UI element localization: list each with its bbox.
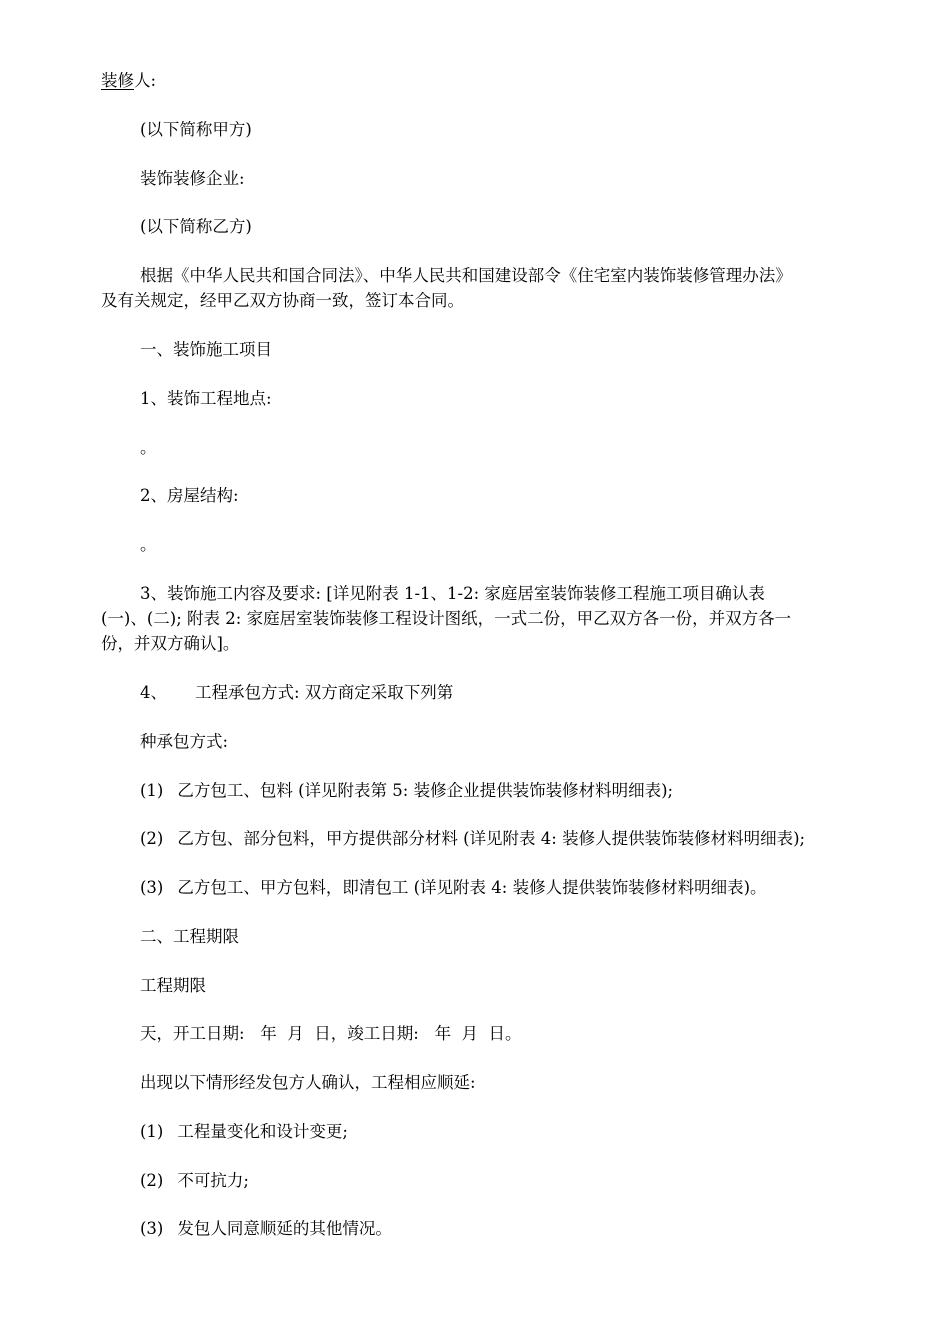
extension-case-3: (3) 发包人同意顺延的其他情况。	[140, 1219, 392, 1238]
item-content-line-1: 3、装饰施工内容及要求: [详见附表 1-1、1-2: 家庭居室装饰装修工程施工项目确认表	[140, 584, 765, 603]
party-a-note: (以下简称甲方)	[140, 120, 252, 139]
preamble-line-1: 根据《中华人民共和国合同法》、中华人民共和国建设部令《住宅室内装饰装修管理办法》	[140, 266, 792, 285]
extension-intro: 出现以下情形经发包方人确认，工程相应顺延:	[140, 1073, 476, 1092]
term-dates: 天，开工日期: 年 月 日，竣工日期: 年 月 日。	[140, 1024, 522, 1043]
option-3: (3) 乙方包工、甲方包料，即清包工 (详见附表 4: 装修人提供装饰装修材料明细表)。	[140, 878, 767, 897]
item-location-value: 。	[140, 438, 157, 457]
option-2: (2) 乙方包、部分包料，甲方提供部分材料 (详见附表 4: 装修人提供装饰装修材料明细表);	[140, 829, 806, 848]
section-heading-1: 一、装饰施工项目	[140, 340, 272, 359]
item-structure: 2、房屋结构:	[140, 486, 239, 505]
item-content-line-3: 份，并双方确认]。	[101, 634, 240, 653]
item-contract-mode-cont: 种承包方式:	[140, 732, 229, 751]
party-b-label: 装饰装修企业:	[140, 169, 245, 188]
term-label: 工程期限	[140, 976, 206, 995]
preamble-line-2: 及有关规定，经甲乙双方协商一致，签订本合同。	[101, 291, 464, 310]
extension-case-2: (2) 不可抗力;	[140, 1171, 249, 1190]
underlined-text: 装修	[101, 71, 134, 90]
extension-case-1: (1) 工程量变化和设计变更;	[140, 1122, 348, 1141]
party-b-note: (以下简称乙方)	[140, 217, 252, 236]
item-contract-mode: 4、 工程承包方式: 双方商定采取下列第	[140, 683, 454, 702]
item-content-line-2: (一)、(二); 附表 2: 家庭居室装饰装修工程设计图纸，一式二份，甲乙双方各一份，并双方各一	[101, 609, 792, 628]
section-heading-2: 二、工程期限	[140, 927, 239, 946]
item-location: 1、装饰工程地点:	[140, 389, 272, 408]
item-structure-value: 。	[140, 535, 157, 554]
option-1: (1) 乙方包工、包料 (详见附表第 5: 装修企业提供装饰装修材料明细表);	[140, 781, 674, 800]
party-a-label: 装修人:	[101, 71, 157, 90]
